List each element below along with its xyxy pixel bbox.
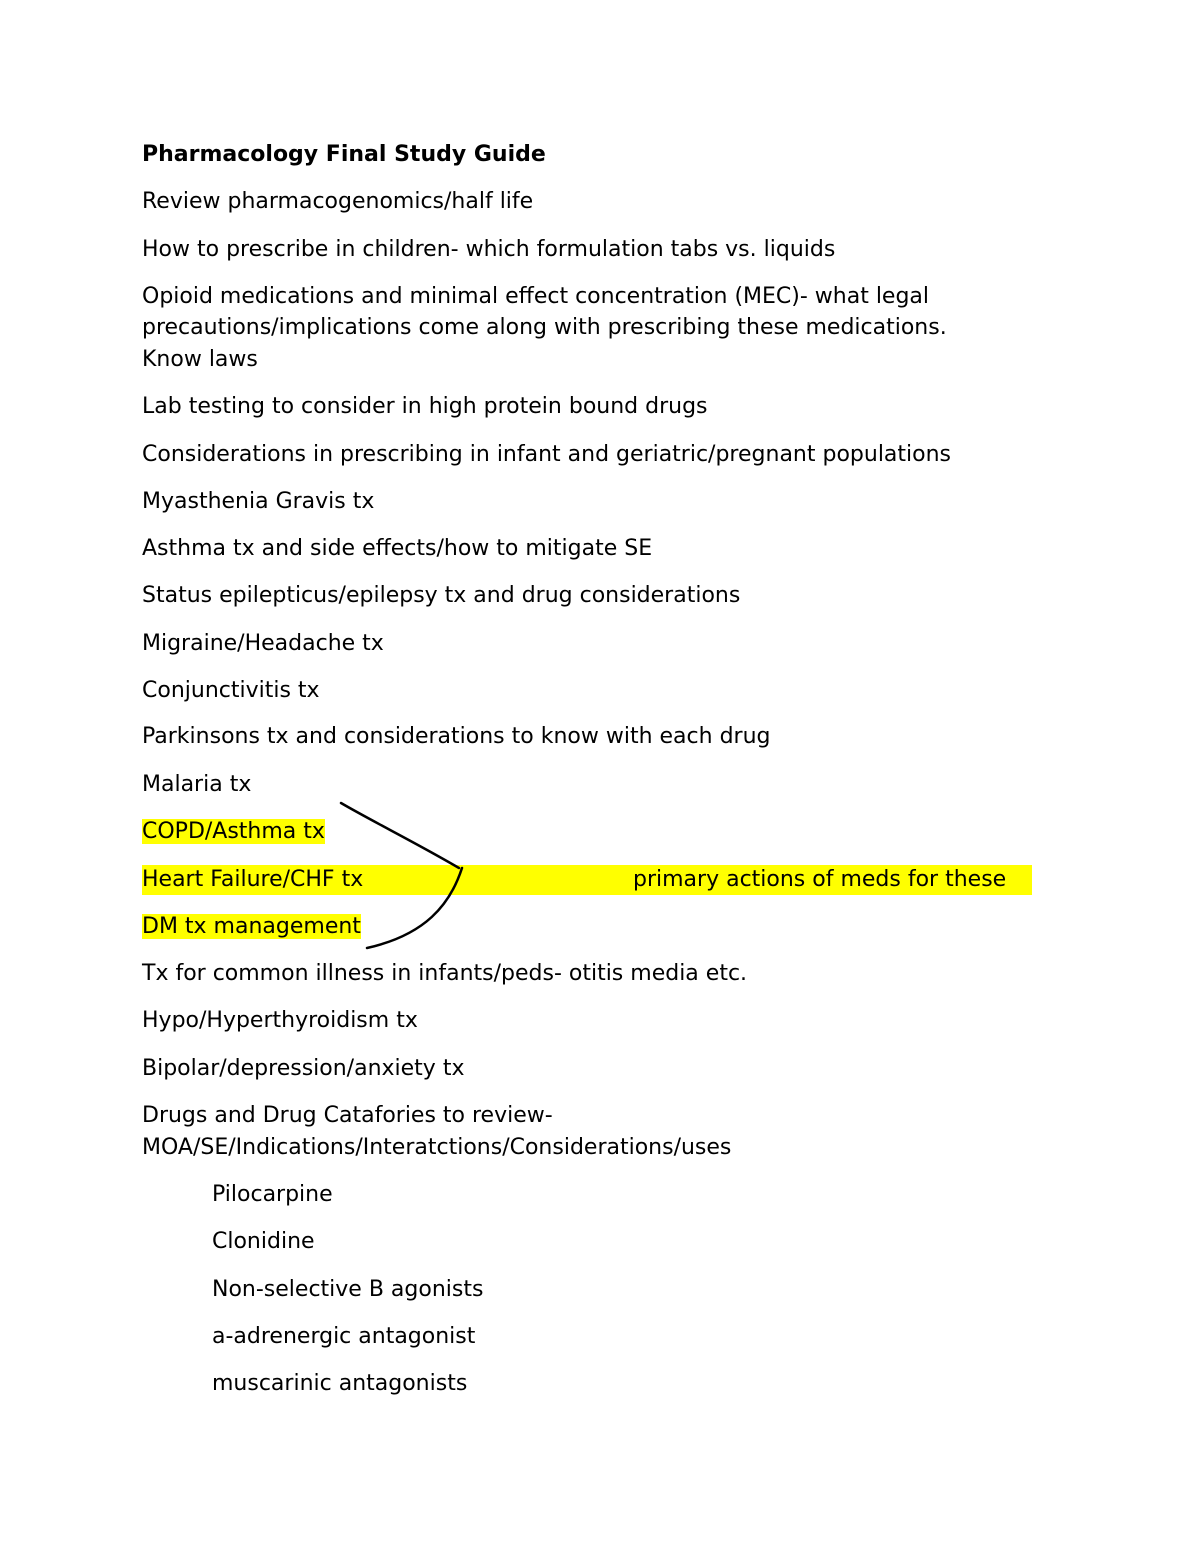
study-item: Asthma tx and side effects/how to mitigate SE bbox=[142, 536, 653, 561]
study-item: Lab testing to consider in high protein bound drugs bbox=[142, 394, 708, 419]
study-item: Opioid medications and minimal effect concentration (MEC)- what legal bbox=[142, 284, 930, 309]
study-item: Conjunctivitis tx bbox=[142, 678, 320, 703]
study-item: Tx for common illness in infants/peds- otitis media etc. bbox=[142, 961, 748, 986]
study-item: Drugs and Drug Catafories to review- bbox=[142, 1103, 553, 1128]
highlighted-item-text: Heart Failure/CHF tx bbox=[142, 867, 364, 892]
highlighted-item-text: DM tx management bbox=[142, 914, 361, 939]
study-item: Considerations in prescribing in infant and geriatric/pregnant populations bbox=[142, 442, 952, 467]
drug-item: Clonidine bbox=[212, 1229, 315, 1254]
highlighted-item-text: COPD/Asthma tx bbox=[142, 819, 325, 844]
drug-item: Pilocarpine bbox=[212, 1182, 333, 1207]
study-item: Myasthenia Gravis tx bbox=[142, 489, 375, 514]
bracket-upper-stroke bbox=[341, 803, 459, 868]
study-item: precautions/implications come along with prescribing these medications. bbox=[142, 315, 947, 340]
study-item: Know laws bbox=[142, 347, 258, 372]
drug-item: Non-selective B agonists bbox=[212, 1277, 484, 1302]
study-item: How to prescribe in children- which formulation tabs vs. liquids bbox=[142, 237, 836, 262]
drug-item: muscarinic antagonists bbox=[212, 1371, 468, 1396]
study-item: MOA/SE/Indications/Interatctions/Considerations/uses bbox=[142, 1135, 732, 1160]
study-item: Status epilepticus/epilepsy tx and drug considerations bbox=[142, 583, 741, 608]
study-item: Review pharmacogenomics/half life bbox=[142, 189, 534, 214]
page-title: Pharmacology Final Study Guide bbox=[142, 142, 546, 167]
study-item: Migraine/Headache tx bbox=[142, 631, 384, 656]
study-item: Parkinsons tx and considerations to know with each drug bbox=[142, 724, 771, 749]
drug-item: a-adrenergic antagonist bbox=[212, 1324, 476, 1349]
study-item: Bipolar/depression/anxiety tx bbox=[142, 1056, 465, 1081]
highlighted-item bbox=[142, 816, 325, 848]
highlight-note: primary actions of meds for these bbox=[633, 867, 1007, 892]
highlighted-item bbox=[142, 911, 361, 943]
study-item: Hypo/Hyperthyroidism tx bbox=[142, 1008, 418, 1033]
study-item: Malaria tx bbox=[142, 772, 252, 797]
